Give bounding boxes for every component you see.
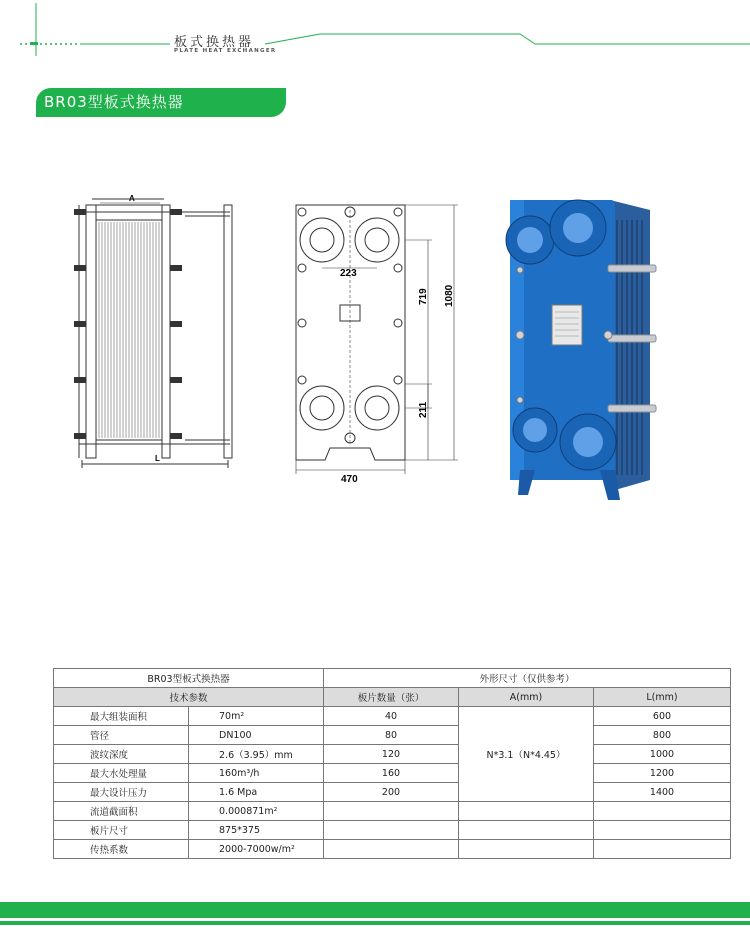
dim-1080-label: 1080 <box>444 284 455 307</box>
table-title-left: BR03型板式换热器 <box>54 669 324 688</box>
table-title-right: 外形尺寸（仅供参考） <box>324 669 731 688</box>
footer-line <box>0 921 750 925</box>
plates-cell: 40 <box>324 707 459 726</box>
length-cell: 600 <box>594 707 731 726</box>
param-name: 板片尺寸 <box>54 821 189 840</box>
dim-211-label: 211 <box>418 401 429 418</box>
param-name: 管径 <box>54 726 189 745</box>
length-cell: 1000 <box>594 745 731 764</box>
dim-a-label: A <box>129 194 135 203</box>
plates-cell: 120 <box>324 745 459 764</box>
param-value: 70m² <box>189 707 324 726</box>
header-title: 板式换热器 <box>174 35 255 50</box>
dim-l-label: L <box>155 454 160 463</box>
param-name: 波纹深度 <box>54 745 189 764</box>
table-row <box>54 726 731 745</box>
length-cell: 1200 <box>594 764 731 783</box>
table-row <box>54 840 731 859</box>
model-badge: BR03型板式换热器 <box>36 88 286 117</box>
empty-cell <box>324 821 459 840</box>
param-value: 875*375 <box>189 821 324 840</box>
table-row <box>54 707 731 726</box>
empty-cell <box>594 802 731 821</box>
plates-cell: 200 <box>324 783 459 802</box>
empty-cell <box>459 840 594 859</box>
dim-470-label: 470 <box>341 474 358 485</box>
table-row <box>54 783 731 802</box>
param-value: 2.6（3.95）mm <box>189 745 324 764</box>
header-tech-params: 技术参数 <box>54 688 324 707</box>
table-row <box>54 821 731 840</box>
empty-cell <box>324 840 459 859</box>
length-cell: 800 <box>594 726 731 745</box>
plates-cell: 80 <box>324 726 459 745</box>
param-name: 最大设计压力 <box>54 783 189 802</box>
table-row <box>54 745 731 764</box>
header-plates: 板片数量（张） <box>324 688 459 707</box>
table-row <box>54 764 731 783</box>
param-value: DN100 <box>189 726 324 745</box>
param-value: 0.000871m² <box>189 802 324 821</box>
spec-table <box>53 668 731 859</box>
product-photo <box>490 180 660 510</box>
empty-cell <box>594 840 731 859</box>
table-row <box>54 802 731 821</box>
param-name: 最大水处理量 <box>54 764 189 783</box>
length-cell: 1400 <box>594 783 731 802</box>
empty-cell <box>324 802 459 821</box>
empty-cell <box>459 802 594 821</box>
param-name: 最大组装面积 <box>54 707 189 726</box>
empty-cell <box>459 821 594 840</box>
header-l: L(mm) <box>594 688 731 707</box>
empty-cell <box>594 821 731 840</box>
param-value: 160m³/h <box>189 764 324 783</box>
param-value: 1.6 Mpa <box>189 783 324 802</box>
dim-719-label: 719 <box>418 288 429 305</box>
dim-223-label: 223 <box>340 268 357 279</box>
header-subtitle: PLATE HEAT EXCHANGER <box>174 48 277 54</box>
param-name: 传热系数 <box>54 840 189 859</box>
footer-bar <box>0 902 750 918</box>
header-a: A(mm) <box>459 688 594 707</box>
param-name: 流道截面积 <box>54 802 189 821</box>
plates-cell: 160 <box>324 764 459 783</box>
a-value-cell: N*3.1（N*4.45） <box>459 707 594 802</box>
param-value: 2000-7000w/m² <box>189 840 324 859</box>
